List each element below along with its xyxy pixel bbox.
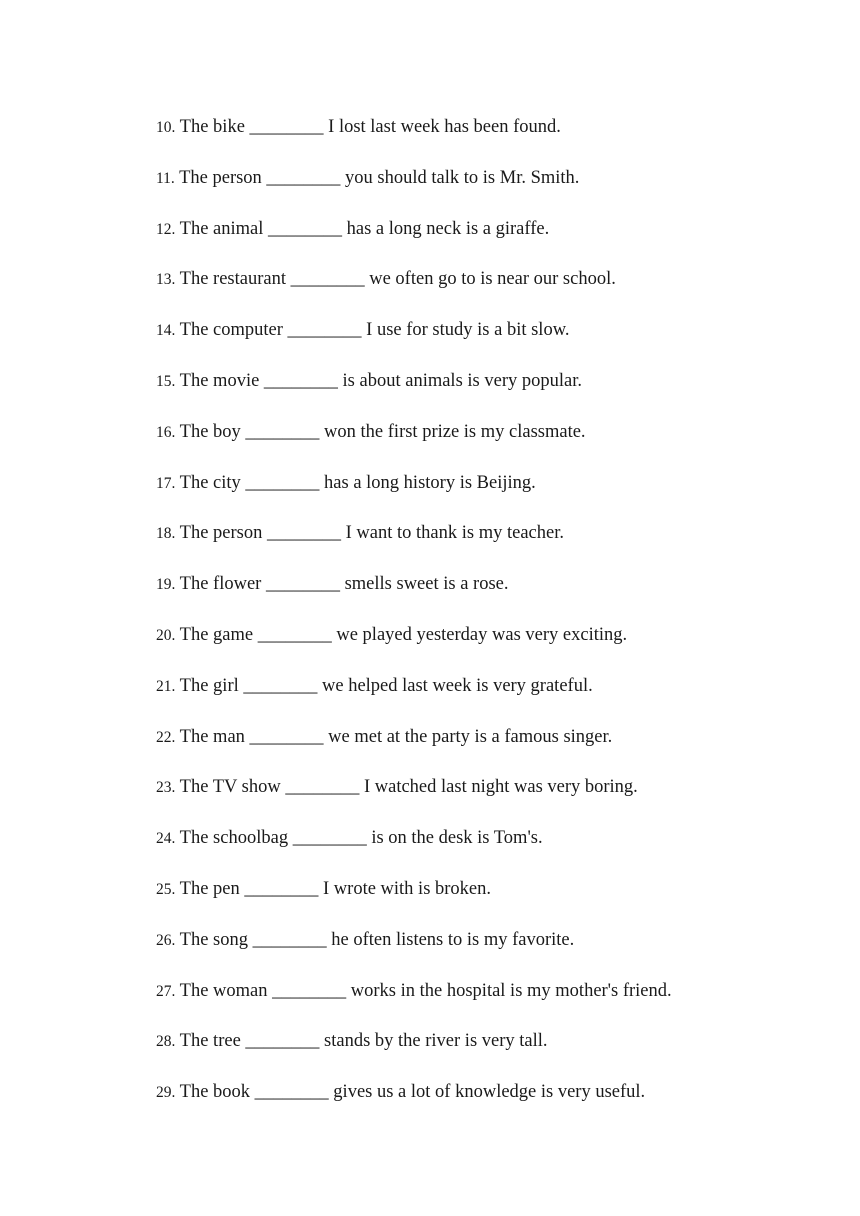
question-number: 20. [156,626,176,644]
question-text: The song ________ he often listens to is my favorite. [175,929,575,950]
question-text: The schoolbag ________ is on the desk is Tom's. [175,828,543,849]
question-item [156,773,672,824]
question-number: 18. [156,525,176,543]
question-item [156,1078,672,1129]
question-text: The computer ________ I use for study is a bit slow. [175,320,570,341]
question-text: The girl ________ we helped last week is very grateful. [175,675,593,696]
question-text: The city ________ has a long history is Beijing. [175,472,536,493]
question-text: The movie ________ is about animals is very popular. [175,370,582,391]
question-item [156,113,672,164]
question-item [156,265,672,316]
question-list [156,113,672,1129]
question-text: The game ________ we played yesterday was very exciting. [175,624,628,645]
question-number: 26. [156,931,176,949]
question-item [156,977,672,1028]
question-text: The person ________ you should talk to is Mr. Smith. [174,167,580,188]
question-item [156,723,672,774]
question-item [156,875,672,926]
question-number: 15. [156,372,176,390]
question-item [156,570,672,621]
question-item [156,215,672,266]
question-number: 17. [156,474,176,492]
question-number: 16. [156,423,176,441]
question-item [156,621,672,672]
question-text: The woman ________ works in the hospital is my mother's friend. [175,980,672,1001]
question-number: 24. [156,830,176,848]
question-number: 19. [156,576,176,594]
question-number: 23. [156,779,176,797]
question-item [156,1027,672,1078]
question-text: The book ________ gives us a lot of knowledge is very useful. [175,1082,646,1103]
question-number: 11. [156,169,175,187]
question-item [156,418,672,469]
question-number: 10. [156,119,176,136]
question-number: 27. [156,982,176,1000]
question-item [156,519,672,570]
question-item [156,367,672,418]
question-text: The flower ________ smells sweet is a rose. [175,574,509,595]
question-item [156,164,672,215]
question-text: The restaurant ________ we often go to is near our school. [175,269,616,290]
question-text: The person ________ I want to thank is my teacher. [175,523,564,544]
question-text: The TV show ________ I watched last night was very boring. [175,777,638,798]
question-item [156,469,672,520]
question-text: The bike ________ I lost last week has been found. [175,117,561,137]
question-number: 12. [156,220,176,238]
question-item [156,824,672,875]
question-text: The man ________ we met at the party is a famous singer. [175,726,613,747]
question-number: 29. [156,1084,176,1102]
question-item [156,316,672,367]
question-number: 22. [156,728,176,746]
question-text: The pen ________ I wrote with is broken. [175,878,492,899]
question-number: 28. [156,1033,176,1051]
question-item [156,926,672,977]
question-item [156,672,672,723]
question-text: The tree ________ stands by the river is very tall. [175,1031,548,1052]
question-number: 21. [156,677,176,695]
question-number: 13. [156,271,176,289]
question-text: The animal ________ has a long neck is a giraffe. [175,218,550,239]
question-number: 25. [156,880,176,898]
question-number: 14. [156,322,176,340]
question-text: The boy ________ won the first prize is my classmate. [175,421,586,442]
